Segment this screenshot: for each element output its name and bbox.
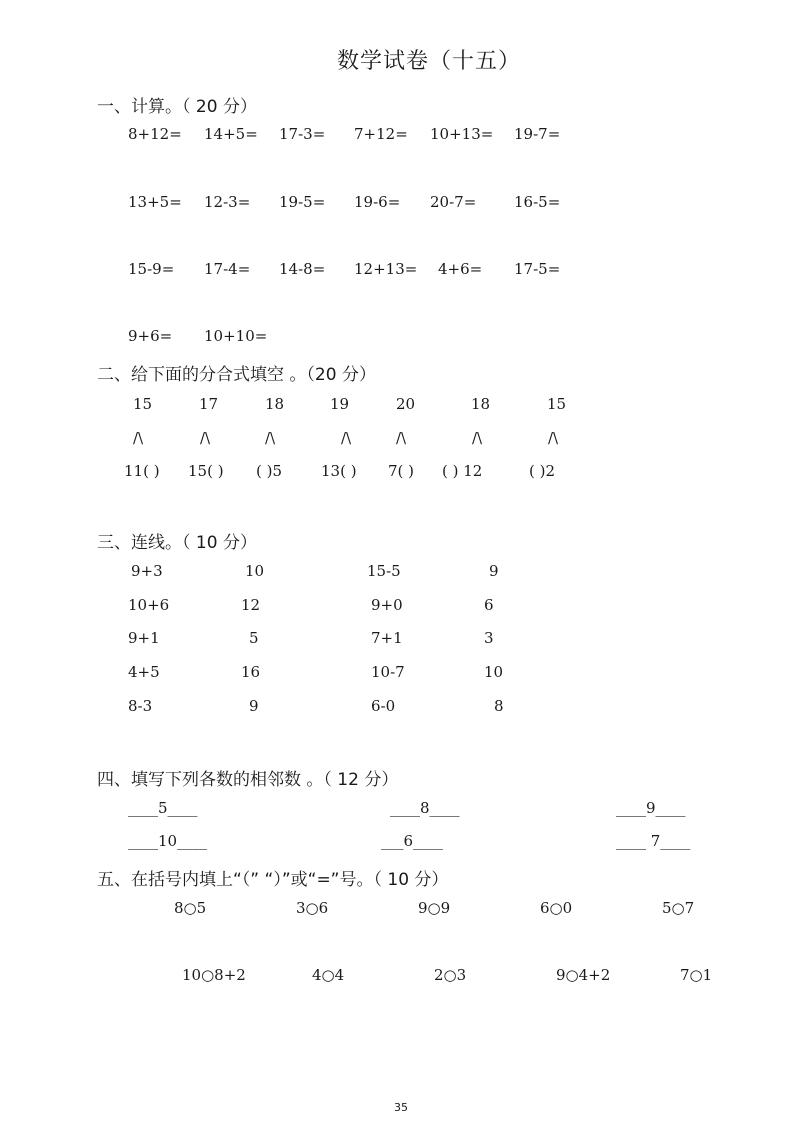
split-top: 20	[396, 395, 416, 413]
match-left-expr: 9+1	[128, 629, 160, 647]
problem: 17-5=	[514, 260, 561, 278]
split-top: 15	[133, 395, 153, 413]
branch-mark: /\	[265, 429, 276, 447]
problem: 17-4=	[204, 260, 251, 278]
problem: 14+5=	[204, 125, 258, 143]
split-bottom: 13( )	[321, 462, 357, 480]
branch-mark: /\	[472, 429, 483, 447]
section-5-heading: 五、在括号内填上“（” “）”或“=”号。（ 10 分）	[97, 870, 449, 890]
match-left-num: 9	[249, 697, 259, 715]
problem: 12+13=	[354, 260, 418, 278]
match-right-num: 9	[489, 562, 499, 580]
match-left-expr: 4+5	[128, 663, 160, 681]
branch-mark: /\	[200, 429, 211, 447]
section-1-heading: 一、计算。（ 20 分）	[97, 97, 257, 117]
problem: 12-3=	[204, 193, 251, 211]
neighbor-blank: ____9____	[616, 799, 686, 817]
compare-item: 8○5	[174, 899, 207, 917]
compare-item: 6○0	[540, 899, 573, 917]
section-3-heading: 三、连线。（ 10 分）	[97, 533, 257, 553]
match-left-num: 12	[241, 596, 261, 614]
split-bottom: 15( )	[188, 462, 224, 480]
match-right-num: 3	[484, 629, 494, 647]
compare-item: 5○7	[662, 899, 695, 917]
match-left-expr: 9+3	[131, 562, 163, 580]
problem: 15-9=	[128, 260, 175, 278]
split-bottom: ( )5	[256, 462, 283, 480]
neighbor-blank: ____ 7____	[616, 832, 691, 850]
problem: 19-7=	[514, 125, 561, 143]
match-right-num: 10	[484, 663, 504, 681]
compare-item: 3○6	[296, 899, 329, 917]
match-right-expr: 15-5	[367, 562, 401, 580]
problem: 16-5=	[514, 193, 561, 211]
problem: 4+6=	[438, 260, 483, 278]
problem: 14-8=	[279, 260, 326, 278]
section-4-heading: 四、填写下列各数的相邻数 。（ 12 分）	[97, 770, 399, 790]
problem: 10+10=	[204, 327, 268, 345]
match-right-expr: 9+0	[371, 596, 403, 614]
branch-mark: /\	[341, 429, 352, 447]
split-bottom: ( )2	[529, 462, 556, 480]
page-title: 数学试卷（十五）	[337, 49, 522, 74]
neighbor-blank: ____8____	[390, 799, 460, 817]
match-right-expr: 6-0	[371, 697, 396, 715]
branch-mark: /\	[133, 429, 144, 447]
problem: 7+12=	[354, 125, 408, 143]
split-bottom: ( ) 12	[442, 462, 483, 480]
match-left-num: 5	[249, 629, 259, 647]
neighbor-blank: ____10____	[128, 832, 208, 850]
problem: 13+5=	[128, 193, 182, 211]
problem: 19-5=	[279, 193, 326, 211]
split-top: 15	[547, 395, 567, 413]
branch-mark: /\	[548, 429, 559, 447]
match-right-num: 6	[484, 596, 494, 614]
problem: 17-3=	[279, 125, 326, 143]
split-top: 18	[471, 395, 491, 413]
section-2-heading: 二、给下面的分合式填空 。（20 分）	[97, 365, 376, 385]
problem: 10+13=	[430, 125, 494, 143]
problem: 8+12=	[128, 125, 182, 143]
compare-item: 7○1	[680, 966, 713, 984]
compare-item: 4○4	[312, 966, 345, 984]
compare-item: 9○4+2	[556, 966, 611, 984]
match-right-num: 8	[494, 697, 504, 715]
problem: 19-6=	[354, 193, 401, 211]
neighbor-blank: ____5____	[128, 799, 198, 817]
split-bottom: 11( )	[124, 462, 160, 480]
problem: 9+6=	[128, 327, 173, 345]
compare-item: 10○8+2	[182, 966, 246, 984]
compare-item: 2○3	[434, 966, 467, 984]
split-top: 17	[199, 395, 219, 413]
match-left-expr: 8-3	[128, 697, 153, 715]
match-right-expr: 7+1	[371, 629, 403, 647]
compare-item: 9○9	[418, 899, 451, 917]
split-top: 18	[265, 395, 285, 413]
match-left-expr: 10+6	[128, 596, 170, 614]
match-left-num: 16	[241, 663, 261, 681]
problem: 20-7=	[430, 193, 477, 211]
split-top: 19	[330, 395, 350, 413]
match-left-num: 10	[245, 562, 265, 580]
match-right-expr: 10-7	[371, 663, 405, 681]
split-bottom: 7( )	[388, 462, 415, 480]
neighbor-blank: ___6____	[381, 832, 444, 850]
branch-mark: /\	[396, 429, 407, 447]
page-number: 35	[394, 1101, 408, 1114]
